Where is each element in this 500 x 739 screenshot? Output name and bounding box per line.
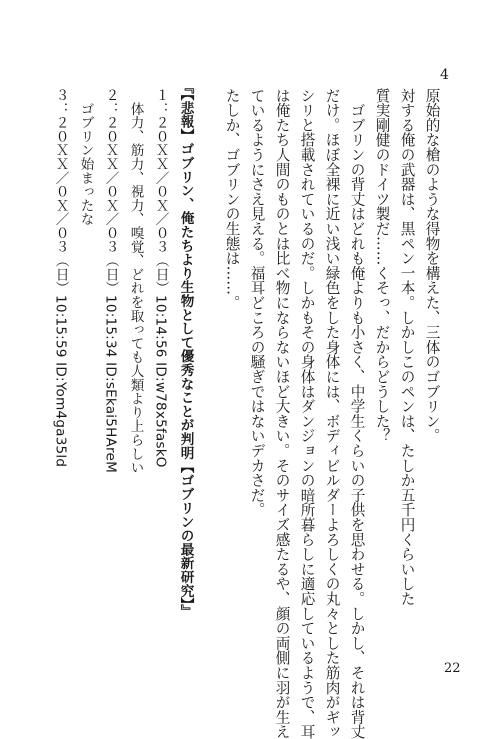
body-line: 対する俺の武器は、黒ペン一本。しかしこのペンは、たしか五千円くらいした: [398, 88, 416, 606]
body-line: だけ。ほぼ全裸に近い浅い緑色をした身体には、ボディビルダーよろしくの丸々とした筋肉がギッ: [323, 88, 341, 739]
forum-post-header: １：２０ＸＸ／０Ｘ／０３（日）10:14:56 ID:w78x5faskO: [152, 88, 169, 468]
body-line: ゴブリンの背丈はどれも俺よりも小さく、中学生くらいの子供を思わせる。しかし、それは背丈: [348, 88, 366, 739]
page-number: 22: [444, 661, 461, 676]
body-line: たしか、ゴブリンの生態は……。: [223, 88, 241, 310]
body-line: ているようにさえ見える。福耳どころの騒ぎではないデカさだ。: [248, 88, 266, 518]
body-line: 原始的な槍のような得物を構えた、三体のゴブリン。: [423, 88, 441, 444]
body-line: 質実剛健のドイツ製だ……くそっ、だからどうした？: [373, 88, 391, 444]
forum-post-body: 体力、筋力、視力、嗅覚、どれを取っても人類より上らしい: [127, 88, 144, 475]
chapter-number: 4: [440, 67, 449, 83]
forum-thread-title: 『【悲報】ゴブリン、俺たちより生物として優秀なことが判明【ゴブリンの最新研究】』: [177, 80, 194, 619]
forum-post-header: ２：２０ＸＸ／０Ｘ／０３（日）10:15:34 ID:sEkai5HAreM: [102, 88, 119, 473]
forum-post-body: ゴブリン始まったな: [77, 88, 94, 226]
body-line: は俺たち人間のものとは比べ物にならないほど大きい。そのサイズ感たるや、顔の両側に羽が生え: [273, 88, 291, 739]
forum-post-header: ３：２０ＸＸ／０Ｘ／０３（日）10:15:59 ID:Yom4ga35ld: [52, 88, 69, 468]
body-line: シリと搭載されているのだ。しかもその身体はダンジョンの暗所暮らしに適応しているようで、耳: [298, 88, 316, 739]
